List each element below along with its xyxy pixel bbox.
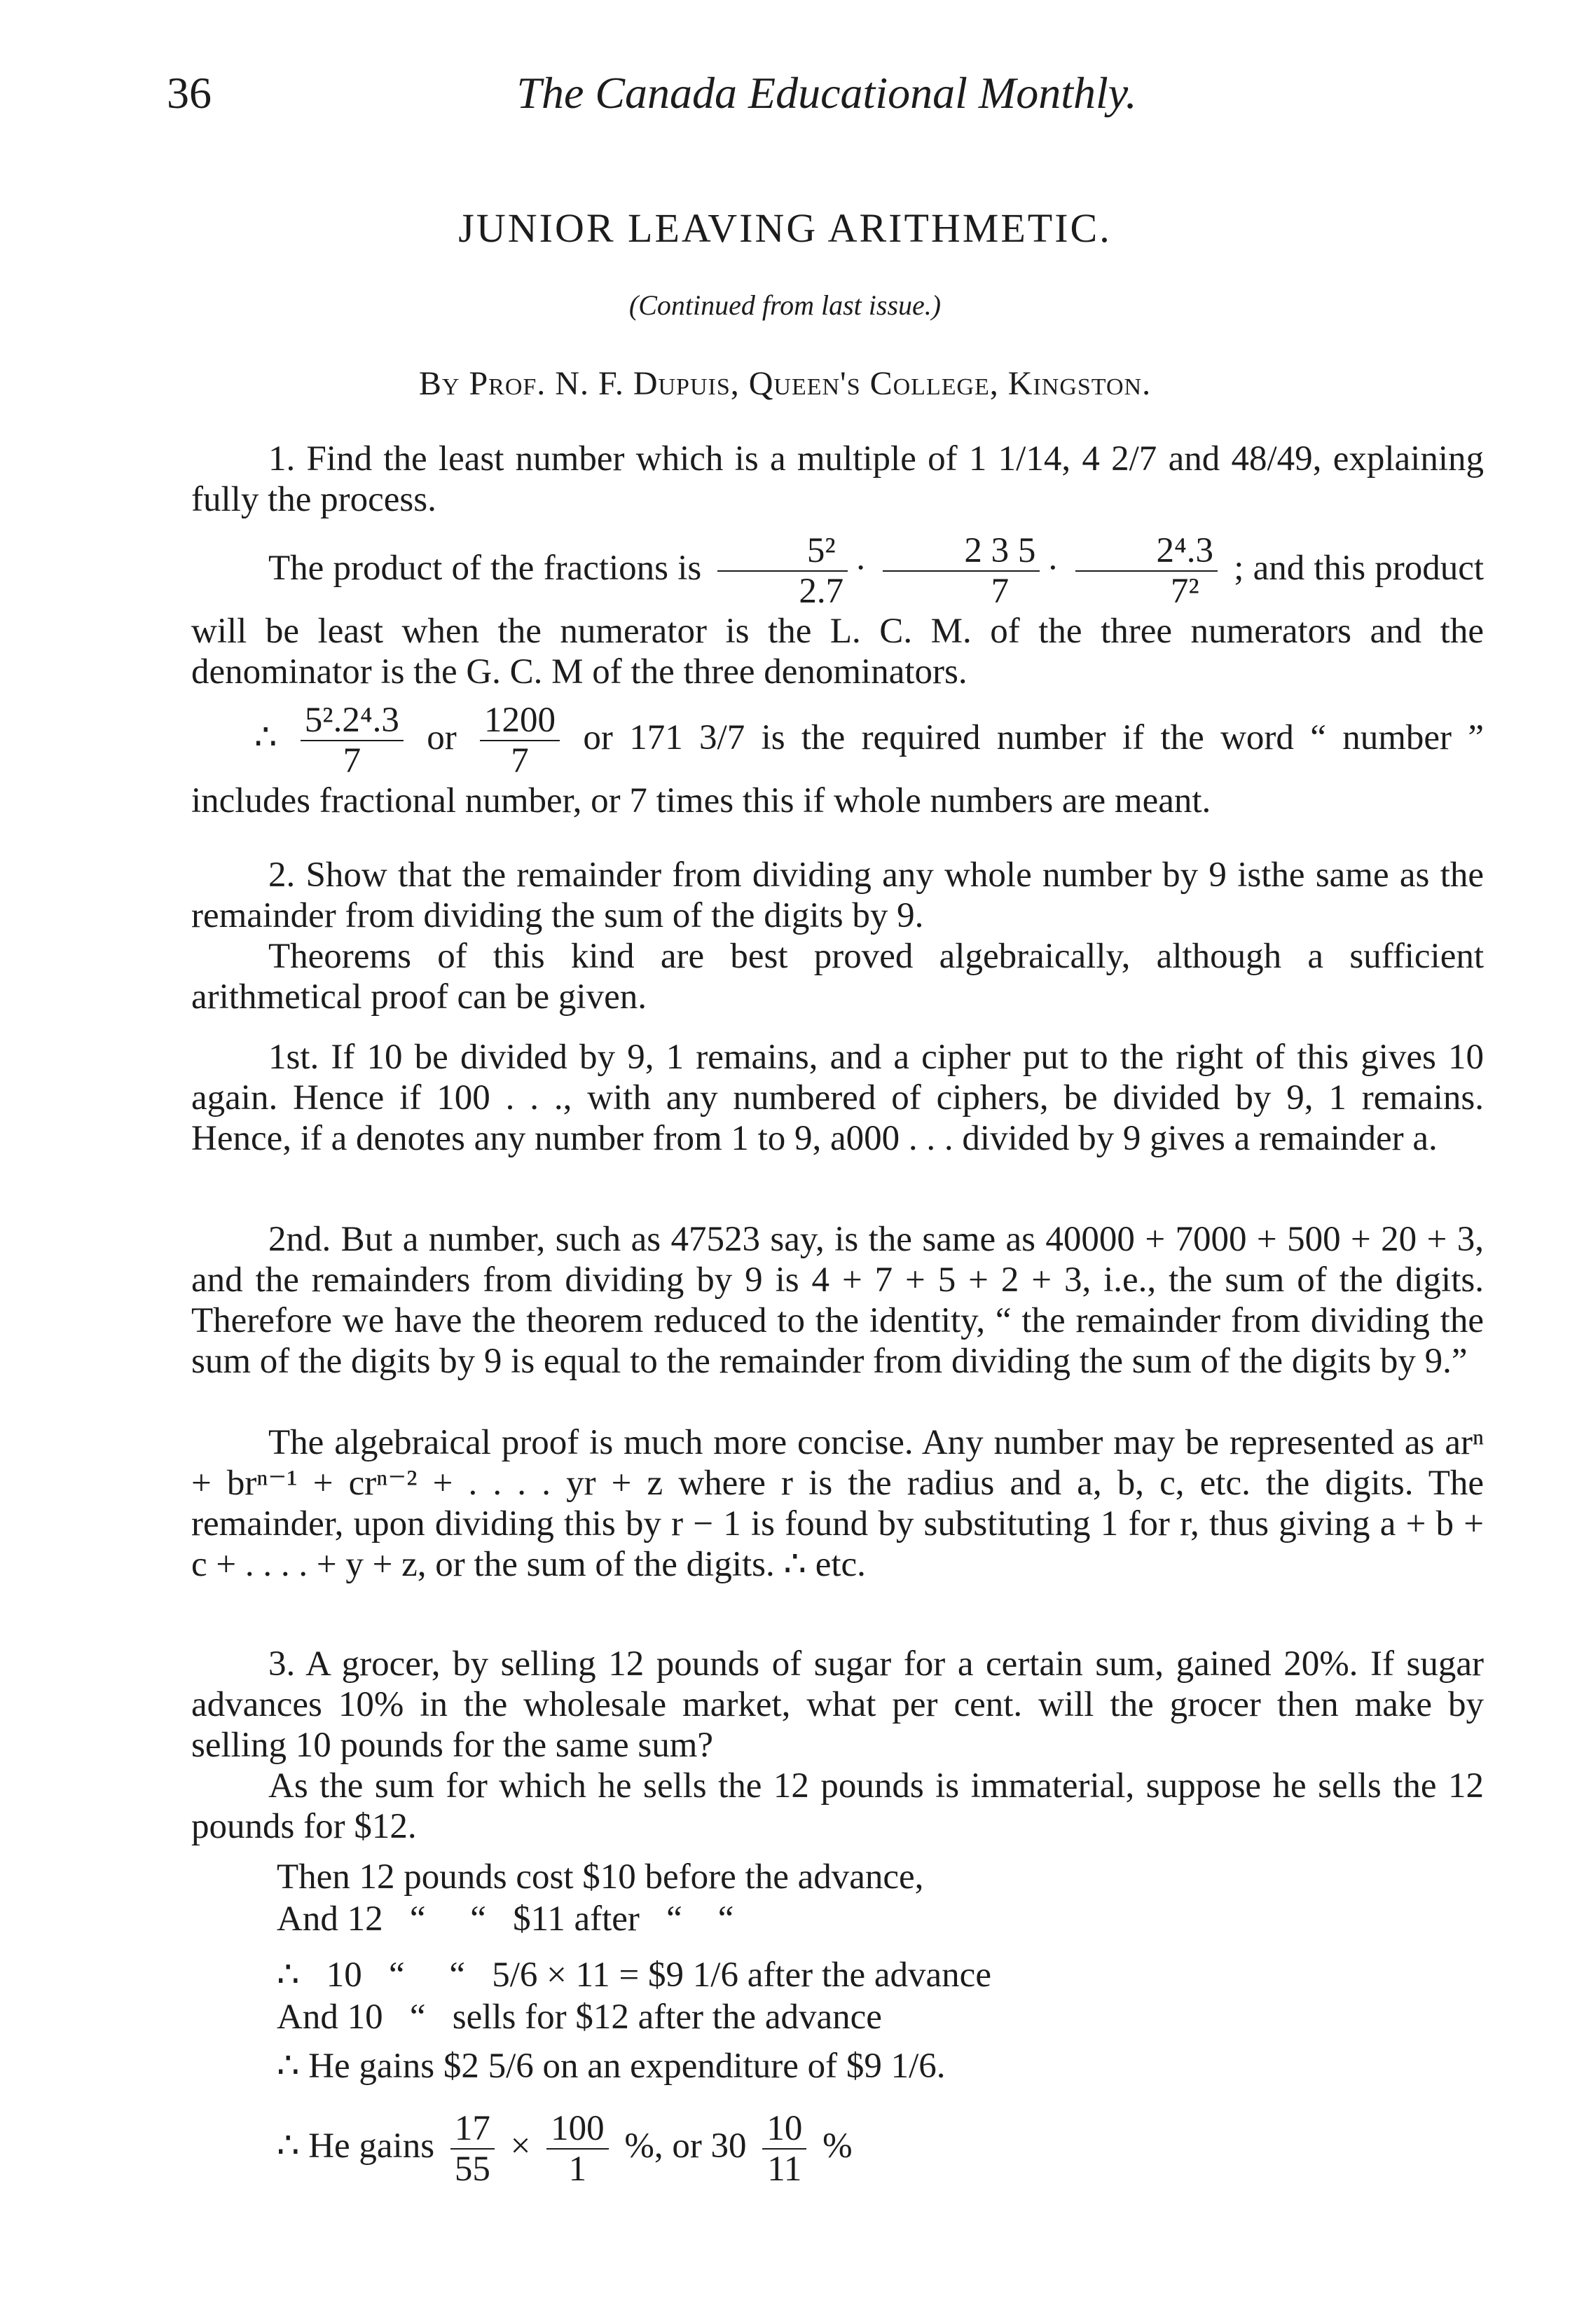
question-2-algebraic: The algebraical proof is much more concise. Any number may be represented as arⁿ + brⁿ⁻¹ + crⁿ⁻² + . . . . yr + z where r is the radius and a, b, c, etc. the digits. The remainder, upon dividing this by r − 1 is found by substituting 1 for r, thus giving a + b + c + . . . . + y + z, or the sum of the digits. ∴ etc.: [191, 1423, 1484, 1584]
calc-line-2: And 12 “ “ $11 after “ “: [277, 1899, 734, 1939]
result-fraction-2: [480, 701, 560, 781]
gain-fraction: [450, 2109, 495, 2189]
gain-den: 55: [454, 2150, 490, 2189]
result-den: 7: [343, 741, 361, 781]
result-fraction: [301, 701, 404, 781]
percent-mid: %, or 30: [624, 2126, 747, 2166]
result-tail: or 171 3/7 is the required number if the word “ number ” includes fractional number, or 7 times this if whole numbers are meant.: [191, 717, 1484, 821]
fraction-1: [717, 531, 848, 611]
continued-note: (Continued from last issue.): [628, 289, 942, 321]
result2-num: 1200: [480, 701, 560, 741]
final-num: 10: [762, 2109, 806, 2150]
times-sign: ×: [510, 2126, 531, 2166]
fraction-3: [1075, 531, 1218, 611]
fraction-2-num: 2 3 5: [883, 531, 1040, 572]
calc-line-1: Then 12 pounds cost $10 before the advance,: [277, 1857, 924, 1897]
calc-line-5: ∴ He gains $2 5/6 on an expenditure of $9 1/6.: [277, 2047, 946, 2086]
hundred-num: 100: [546, 2109, 609, 2150]
question-1-text: 1. Find the least number which is a multiple of 1 1/14, 4 2/7 and 48/49, explaining fully the process.: [191, 439, 1484, 519]
fraction-1-den: 2.7: [799, 572, 844, 612]
hundred-den: 1: [568, 2150, 587, 2189]
running-title: The Canada Educational Monthly.: [516, 68, 1137, 118]
byline: By Prof. N. F. Dupuis, Queen's College, Kingston.: [418, 365, 1152, 402]
final-fraction: [762, 2109, 806, 2189]
fraction-1-num: 5²: [717, 531, 848, 572]
calc-line-4: And 10 “ sells for $12 after the advance: [277, 1998, 882, 2037]
calc-line-3: ∴ 10 “ “ 5/6 × 11 = $9 1/6 after the advance: [277, 1955, 991, 1995]
fraction-2: [883, 531, 1040, 611]
percent-end: %: [822, 2126, 853, 2166]
fraction-3-den: 7²: [1170, 572, 1199, 612]
calc-line-6: [277, 2109, 853, 2189]
question-1-result: [191, 701, 1484, 821]
product-tail: ; and this product will be least when the numerator is the L. C. M. of the three numerators and the denominator is the G. C. M of the three denominators.: [191, 548, 1485, 692]
question-2-text: 2. Show that the remainder from dividing any whole number by 9 isthe same as the remainder from dividing the sum of the digits by 9.: [191, 855, 1484, 935]
question-2-intro: Theorems of this kind are best proved algebraically, although a sufficient arithmetical proof can be given.: [191, 937, 1484, 1017]
gain-num: 17: [450, 2109, 495, 2150]
result-num: 5².2⁴.3: [301, 701, 404, 741]
fraction-3-num: 2⁴.3: [1075, 531, 1218, 572]
final-den: 11: [767, 2150, 802, 2189]
question-2-second: 2nd. But a number, such as 47523 say, is the same as 40000 + 7000 + 500 + 20 + 3, and the remainders from dividing by 9 is 4 + 7 + 5 + 2 + 3, i.e., the sum of the digits. Therefore we have the theorem reduced to the identity, “ the remainder from dividing the sum of the digits by 9 is equal to the remainder from dividing the sum of the digits by 9.”: [191, 1220, 1484, 1381]
question-2-first: 1st. If 10 be divided by 9, 1 remains, and a cipher put to the right of this gives 10 again. Hence if 100 . . ., with any numbered of ciphers, be divided by 9, 1 remains. Hence, if a denotes any number from 1 to 9, a000 . . . divided by 9 gives a remainder a.: [191, 1038, 1484, 1158]
product-lead: The product of the fractions is: [268, 548, 702, 588]
therefore-symbol: ∴: [254, 717, 277, 757]
or-word: or: [427, 717, 457, 757]
article-title: JUNIOR LEAVING ARITHMETIC.: [458, 205, 1112, 251]
hundred-fraction: [546, 2109, 609, 2189]
page-header: [0, 67, 1570, 130]
question-3-intro: As the sum for which he sells the 12 pounds is immaterial, suppose he sells the 12 pounds for $12.: [191, 1766, 1484, 1846]
gain-lead: ∴ He gains: [277, 2126, 435, 2166]
fraction-2-den: 7: [991, 572, 1010, 612]
question-1-product: The product of the fractions is $\frac{\text{5²}}{2.7}$ · $\frac{2 3 5}{7}$ · $\frac{\text{2⁴.3}}{\text{7²}}$ ; and this product will be least when the numerator is the L. C. M. of the three numerators and the denominator is the G. C. M of the three denominators.: [191, 531, 1485, 692]
page-number: 36: [167, 68, 212, 118]
result2-den: 7: [511, 741, 529, 781]
question-3-text: 3. A grocer, by selling 12 pounds of sugar for a certain sum, gained 20%. If sugar advances 10% in the wholesale market, what per cent. will the grocer then make by selling 10 pounds for the same sum?: [191, 1644, 1484, 1765]
